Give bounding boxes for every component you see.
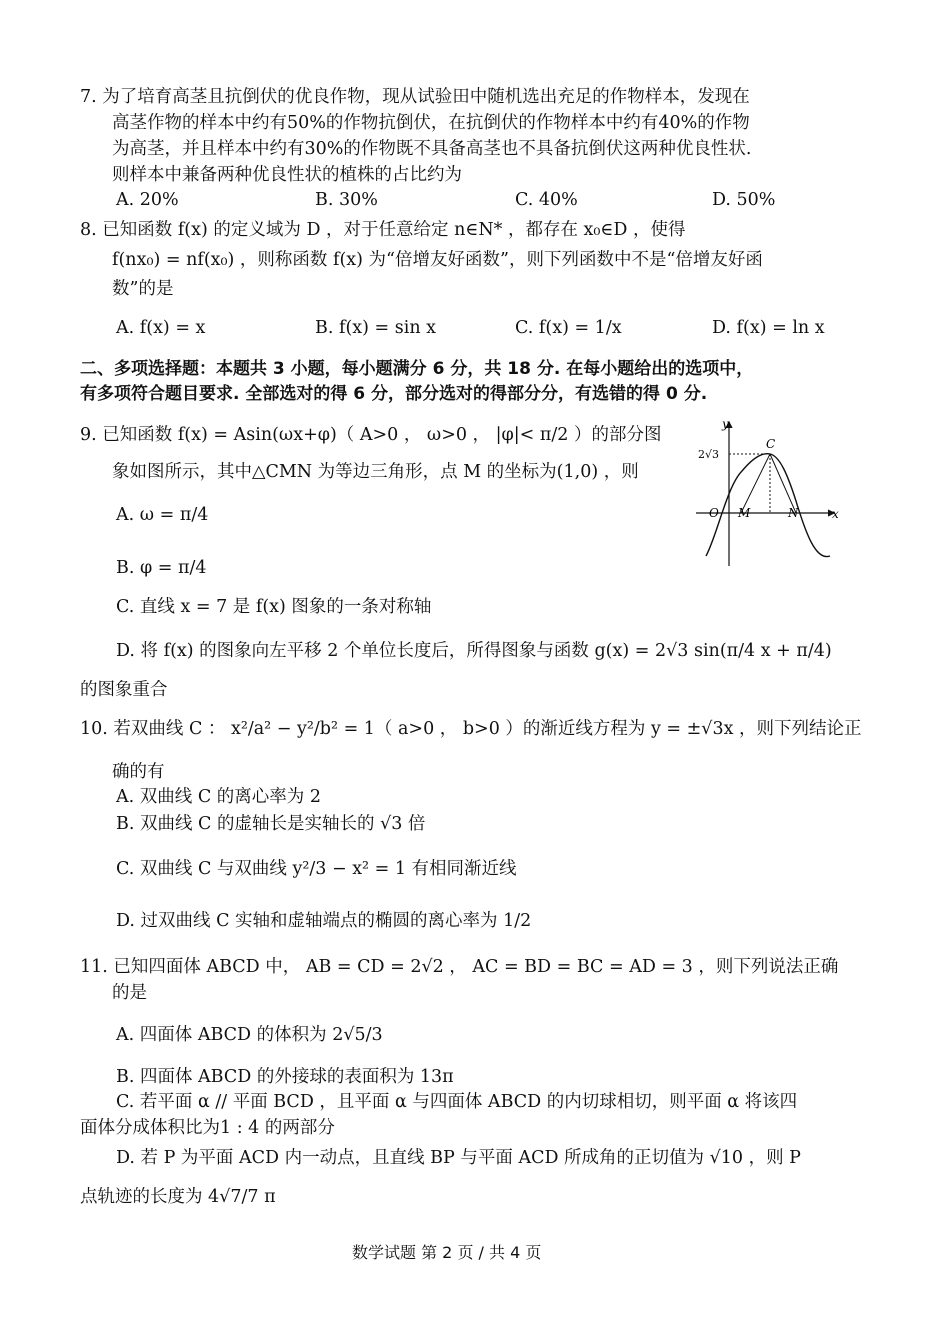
q10-option-a: A. 双曲线 C 的离心率为 2 (116, 787, 321, 807)
section-heading-line1: 二、多项选择题：本题共 3 小题，每小题满分 6 分，共 18 分. 在每小题给出的选项中， (80, 359, 754, 379)
x-axis-label: x (832, 507, 839, 521)
q8-stem-line3: 数”的是 (112, 279, 174, 299)
origin-label: O (709, 506, 719, 520)
q7-stem-line4: 则样本中兼备两种优良性状的植株的占比约为 (112, 165, 462, 185)
q8-option-d: D. f(x) = ln x (712, 318, 825, 338)
q10-option-d: D. 过双曲线 C 实轴和虚轴端点的椭圆的离心率为 1/2 (116, 911, 532, 931)
q7-stem-line2: 高茎作物的样本中约有50%的作物抗倒伏，在抗倒伏的作物样本中约有40%的作物 (112, 113, 750, 133)
q9-stem-line2: 象如图所示，其中△CMN 为等边三角形，点 M 的坐标为(1,0) ，则 (112, 462, 639, 482)
q10-option-b: B. 双曲线 C 的虚轴长是实轴长的 √3 倍 (116, 814, 426, 834)
max-value-label: 2√3 (698, 448, 720, 461)
q10-option-c: C. 双曲线 C 与双曲线 y²/3 − x² = 1 有相同渐近线 (116, 859, 517, 879)
q9-option-d-line1: D. 将 f(x) 的图象向左平移 2 个单位长度后，所得图象与函数 g(x) = 2√3 sin(π/4 x + π/4) (116, 641, 832, 661)
q11-stem-line1: 11. 已知四面体 ABCD 中， AB = CD = 2√2 ， AC = BD = BC = AD = 3 ，则下列说法正确 (80, 957, 839, 977)
q8-option-b: B. f(x) = sin x (315, 318, 437, 338)
q11-option-a: A. 四面体 ABCD 的体积为 2√5/3 (116, 1025, 383, 1045)
triangle-side-cm (741, 454, 770, 513)
q7-option-c: C. 40% (515, 190, 578, 210)
q11-option-d-line2: 点轨迹的长度为 4√7/7 π (80, 1187, 276, 1207)
q7-option-d: D. 50% (712, 190, 776, 210)
q11-stem-line2: 的是 (112, 983, 147, 1003)
point-n-label: N (788, 506, 799, 520)
q10-stem-line1: 10. 若双曲线 C ： x²/a² − y²/b² = 1（ a>0 ， b>0 ）的渐近线方程为 y = ±√3x ，则下列结论正 (80, 719, 862, 739)
q7-stem-line3: 为高茎，并且样本中约有30%的作物既不具备高茎也不具备抗倒伏这两种优良性状. (112, 139, 752, 159)
q8-option-a: A. f(x) = x (116, 318, 206, 338)
q7-option-b: B. 30% (315, 190, 378, 210)
sine-curve (706, 454, 830, 557)
page-footer: 数学试题 第 2 页 / 共 4 页 (352, 1243, 542, 1262)
q11-option-c-line2: 面体分成体积比为1 : 4 的两部分 (80, 1118, 335, 1138)
q10-stem-line2: 确的有 (112, 762, 165, 782)
q8-stem-line1: 8. 已知函数 f(x) 的定义域为 D ，对于任意给定 n∈N* ，都存在 x₀∈D ，使得 (80, 220, 686, 240)
q9-option-d-line2: 的图象重合 (80, 680, 168, 700)
q11-option-b: B. 四面体 ABCD 的外接球的表面积为 13π (116, 1067, 454, 1087)
q9-option-b: B. φ = π/4 (116, 558, 207, 578)
point-c-label: C (766, 437, 776, 451)
q11-option-c-line1: C. 若平面 α // 平面 BCD ，且平面 α 与四面体 ABCD 的内切球相切，则平面 α 将该四 (116, 1092, 798, 1112)
triangle-side-cn (770, 454, 796, 513)
q11-option-d-line1: D. 若 P 为平面 ACD 内一动点，且直线 BP 与平面 ACD 所成角的正切值为 √10 ，则 P (116, 1148, 801, 1168)
q9-option-a: A. ω = π/4 (116, 505, 209, 525)
sine-graph (692, 416, 844, 574)
q9-option-c: C. 直线 x = 7 是 f(x) 图象的一条对称轴 (116, 597, 432, 617)
q8-stem-line2: f(nx₀) = nf(x₀) ，则称函数 f(x) 为“倍增友好函数”，则下列函数中不是“倍增友好函 (112, 250, 763, 270)
q7-option-a: A. 20% (116, 190, 179, 210)
y-axis-label: y (722, 417, 729, 431)
point-m-label: M (738, 506, 751, 520)
section-heading-line2: 有多项符合题目要求. 全部选对的得 6 分，部分选对的得部分分，有选错的得 0 分. (80, 384, 708, 404)
q9-stem-line1: 9. 已知函数 f(x) = Asin(ωx+φ)（ A>0 ， ω>0 ， |φ|< π/2 ）的部分图 (80, 425, 662, 445)
q7-stem-line1: 7. 为了培育高茎且抗倒伏的优良作物，现从试验田中随机选出充足的作物样本，发现在 (80, 87, 750, 107)
q8-option-c: C. f(x) = 1/x (515, 318, 622, 338)
